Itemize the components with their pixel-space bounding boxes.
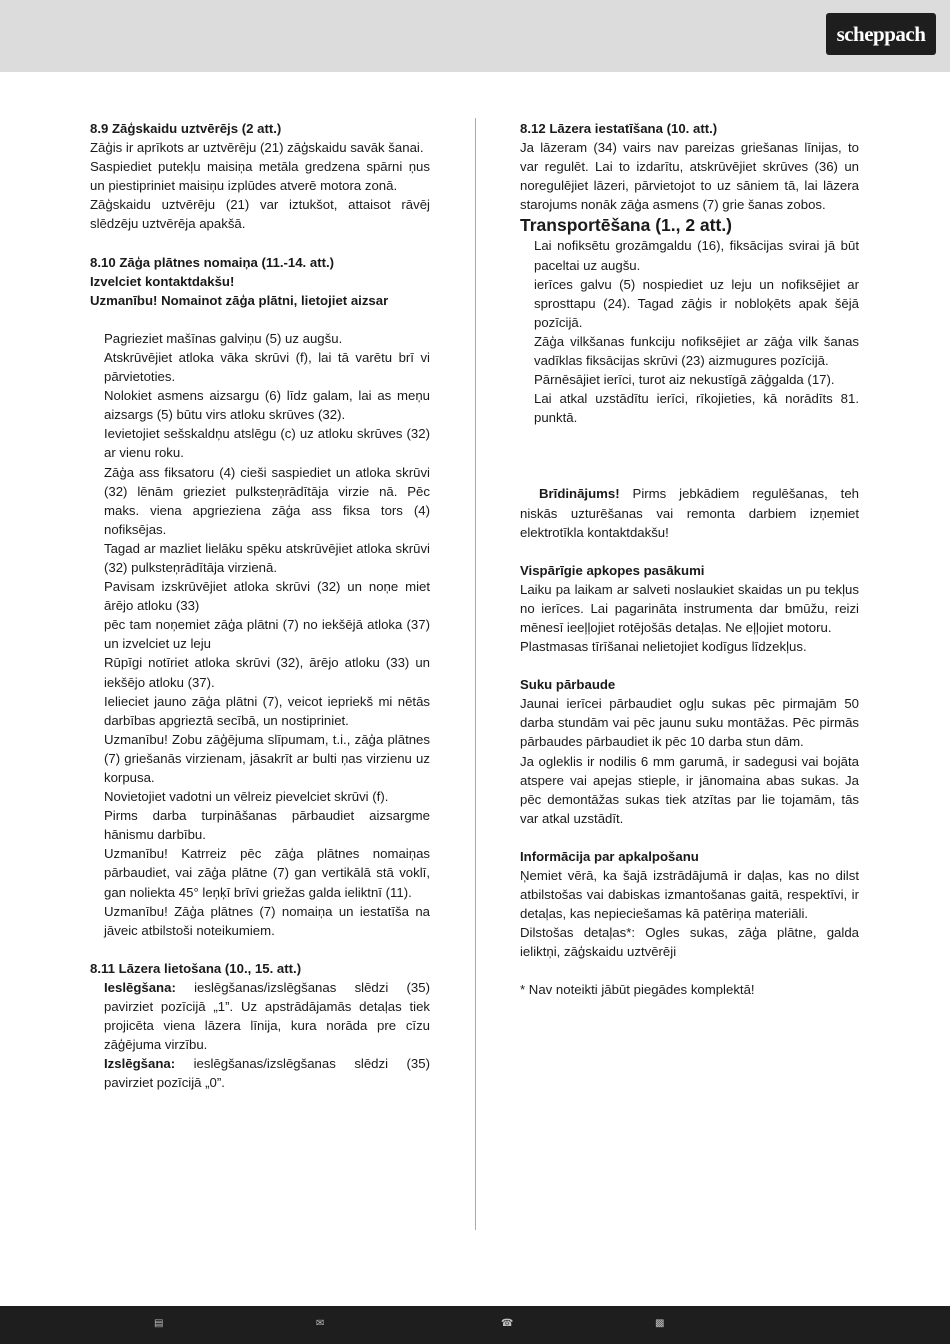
warning-text: Pirms jebkādiem regulēšanas, teh niskās uzturēšanas vai remonta darbiem izņemiet elektrotīkla kontaktdakšu! (520, 486, 859, 540)
page-footer (0, 1306, 950, 1344)
spacer (90, 234, 430, 253)
paragraph: Zāģis ir aprīkots ar uztvērēju (21) zāģskaidu savāk šanai. (90, 140, 424, 156)
laser-on-text: ieslēgšanas/izslēgšanas slēdzi (35) pavirziet pozīcijā „1”. Uz apstrādājamās detaļas tiek projicēta viena lāzera līnija, kura norāda pre cīzu zāģējuma virzību. (104, 979, 430, 1053)
step-item: Uzmanību! Katrreiz pēc zāģa plātnes nomaiņas pārbaudiet, vai zāģa plātne (7) gan vertikālā stā voklī, gan noliekta 45° leņķī brīvi griežas galda ieliktnī (11). (104, 846, 430, 900)
step-item: Tagad ar mazliet lielāku spēku atskrūvējiet atloka skrūvi (32) pulksteņrādītāja virzienā. (104, 540, 430, 575)
paragraph: Zāģskaidu uztvērēju (21) var iztukšot, attaisot rāvēj slēdzēju uztvērēja apakšā. (90, 197, 430, 232)
laser-off-label: Izslēgšana: (104, 1056, 176, 1072)
paragraph: Laiku pa laikam ar salveti noslaukiet skaidas un pu tekļus no ierīces. Lai pagarināta instrumenta dar bmūžu, reizi mēnesī ieeļļojiet rotējošās detaļas. Ne eļļojiet motoru. (520, 581, 859, 635)
spacer (520, 828, 859, 847)
transport-item: Pārnēsājiet ierīci, turot aiz nekustīgā zāģgalda (17). (534, 372, 835, 388)
maintenance-warning (520, 484, 859, 541)
paragraph: Jaunai ierīcei pārbaudiet ogļu sukas pēc pirmajām 50 darba stundām vai pēc jaunu suku montāžas. Pēc pirmās pārbaudes pārbaudiet ik pēc 10 darba stun dām. (520, 696, 859, 750)
transport-item: Lai atkal uzstādītu ierīci, rīkojieties, kā norādīts 81. punktā. (534, 391, 859, 426)
step-item: pēc tam noņemiet zāģa plātni (7) no iekšējā atloka (37) un izvelciet uz leju (104, 617, 430, 652)
transport-item: Zāģa vilkšanas funkciju nofiksējiet ar zāģa vilk šanas vadīklas fiksācijas skrūvi (23) aizmugures pozīcijā. (534, 333, 859, 369)
service-heading: Informācija par apkalpošanu (520, 848, 699, 864)
phone-icon: ☎ (501, 1318, 514, 1329)
fax-icon: ▩ (655, 1318, 665, 1329)
step-item: Zāģa ass fiksatoru (4) cieši saspiediet un atloka skrūvi (32) lēnām grieziet pulksteņrādītāja virzie nā. Pēc maks. viena apgrieziena zāģa ass fiksa tors (4) nofiksējas. (104, 464, 430, 537)
computer-icon: ▤ (154, 1318, 164, 1329)
paragraph: Dilstošas detaļas*: Ogles sukas, zāģa plātne, galda ieliktņi, zāģskaidu uztvērēji (520, 925, 859, 960)
section-heading-8-12: 8.12 Lāzera iestatīšana (10. att.) (520, 121, 718, 136)
page-header (0, 0, 950, 72)
spacer (520, 427, 859, 484)
step-item: Ielieciet jauno zāģa plātni (7), veicot iepriekš mi nētās darbības apgrieztā secībā, un nostipriniet. (104, 693, 430, 728)
footnote: * Nav noteikti jābūt piegādes komplektā! (520, 982, 755, 998)
step-item: Ievietojiet sešskaldņu atslēgu (c) uz atloku skrūves (32) ar vienu roku. (104, 426, 430, 461)
column-divider (475, 118, 476, 1230)
step-item: Pirms darba turpināšanas pārbaudiet aizsargme hānismu darbību. (104, 808, 430, 843)
care-heading: Vispārīgie apkopes pasākumi (520, 562, 705, 578)
transport-heading: Transportēšana (1., 2 att.) (520, 215, 733, 236)
paragraph: Ja lāzeram (34) vairs nav pareizas griešanas līnijas, to var regulēt. Lai to izdarītu, atskrūvējiet skrūves (36) un noregulējiet lāzeri, pārvietojot to uz sāniem tā, lai lāzera starojums nonāk zāģa asmens (7) grie šanas zobos. (520, 140, 859, 213)
warning-line: Izvelciet kontaktdakšu! (90, 273, 235, 289)
step-item: Uzmanību! Zobu zāģējuma slīpumam, t.i., zāģa plātnes (7) griešanās virzienam, jāsakrīt ar bulti ņas virzienu uz korpusa. (104, 731, 430, 785)
section-heading-8-11: 8.11 Lāzera lietošana (10., 15. att.) (90, 960, 302, 976)
transport-item: Lai nofiksētu grozāmgaldu (16), fiksācijas svirai jā būt paceltai uz augšu. (534, 238, 859, 273)
right-column (520, 119, 859, 1000)
step-item: Atskrūvējiet atloka vāka skrūvi (f), lai tā varētu brī vi pārvietoties. (104, 349, 430, 385)
step-item: Pagrieziet mašīnas galviņu (5) uz augšu. (104, 330, 343, 346)
laser-off-text: ieslēgšanas/izslēgšanas slēdzi (35) pavirziet pozīcijā „0”. (104, 1056, 430, 1091)
spacer (520, 656, 859, 675)
laser-off-item (90, 1054, 430, 1092)
section-heading-8-9: 8.9 Zāģskaidu uztvērējs (2 att.) (90, 121, 282, 136)
left-column (90, 119, 430, 1093)
step-item: Pavisam izskrūvējiet atloka skrūvi (32) un noņe miet ārējo atloku (33) (104, 579, 430, 614)
brand-logo: scheppach (826, 13, 936, 55)
paragraph: Ja ogleklis ir nodilis 6 mm garumā, ir sadegusi vai bojāta atspere vai apejas stieple, ir jānomaina abas sukas. Ja pēc demontāžas sukas tiek atzītas par lie tojamām, tās var atkal uzstādīt. (520, 753, 859, 826)
brush-heading: Suku pārbaude (520, 677, 616, 693)
transport-item: ierīces galvu (5) nospiediet uz leju un nofiksējiet ar sprosttapu (24). Tagad zāģis ir nobloķēts apak šējā pozīcijā. (534, 276, 859, 330)
spacer (520, 961, 859, 980)
spacer (90, 310, 430, 329)
paragraph: Plastmasas tīrīšanai nelietojiet kodīgus līdzekļus. (520, 639, 807, 655)
step-item: Nolokiet asmens aizsargu (6) līdz galam, lai as meņu aizsargs (5) būtu virs atloku skrūves (32). (104, 388, 430, 423)
step-item: Uzmanību! Zāģa plātnes (7) nomaiņa un iestatīša na jāveic atbilstoši noteikumiem. (104, 903, 430, 938)
laser-on-item (90, 978, 430, 1054)
spacer (90, 940, 430, 959)
paragraph: Saspiediet putekļu maisiņa metāla gredzena spārni ņus un piestipriniet maisiņu izplūdes atverē motora zonā. (90, 159, 430, 194)
warning-label: Brīdinājums! (539, 486, 620, 502)
section-heading-8-10: 8.10 Zāģa plātnes nomaiņa (11.-14. att.) (90, 254, 335, 270)
step-item: Rūpīgi notīriet atloka skrūvi (32), ārējo atloku (33) un iekšējo atloku (37). (104, 655, 430, 690)
spacer (520, 542, 859, 561)
mail-icon: ✉ (316, 1318, 325, 1329)
warning-line: Uzmanību! Nomainot zāģa plātni, lietojiet aizsar (90, 292, 389, 308)
laser-on-label: Ieslēgšana: (104, 979, 176, 995)
paragraph: Ņemiet vērā, ka šajā izstrādājumā ir daļas, kas no dilst atbilstošas vai dabiskas izmantošanas gaitā, respektīvi, ir detaļas, kas nepieciešamas kā patēriņa materiāli. (520, 868, 859, 922)
step-item: Novietojiet vadotni un vēlreiz pievelciet skrūvi (f). (104, 789, 389, 805)
